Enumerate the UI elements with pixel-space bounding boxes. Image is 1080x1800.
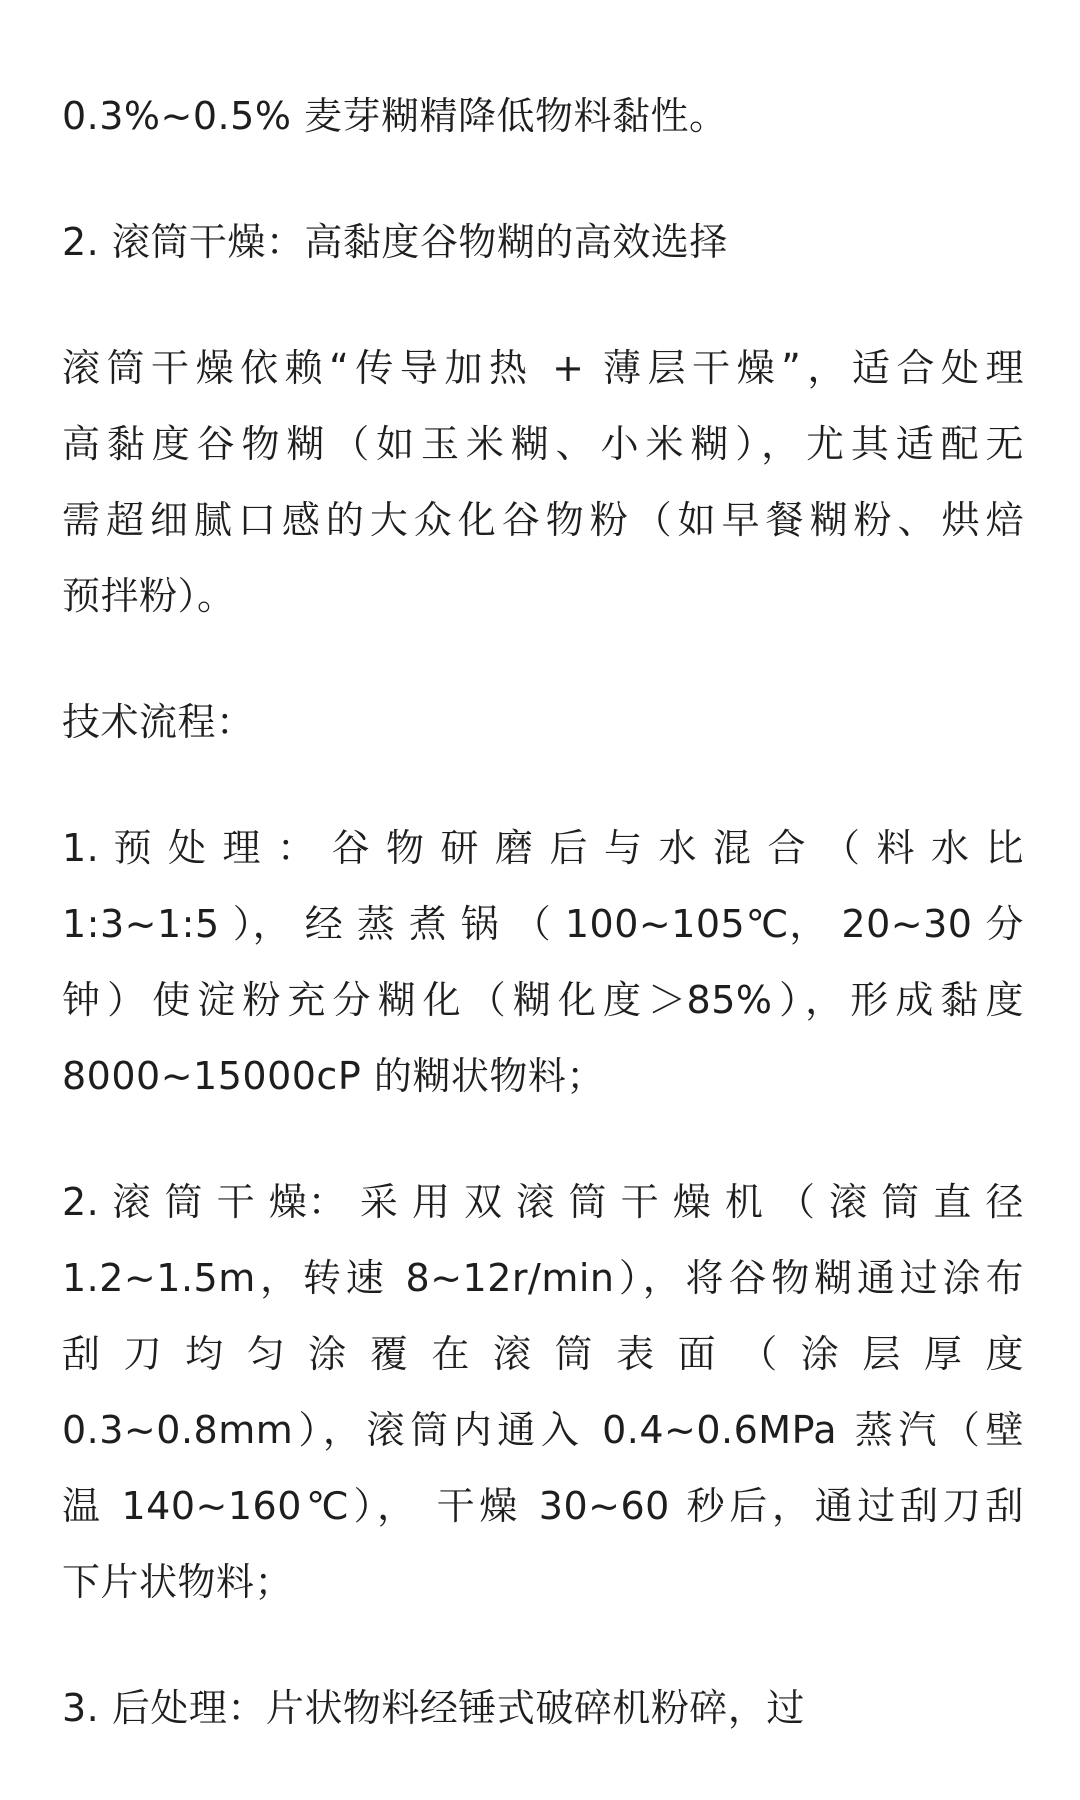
paragraph-maltodextrin — [62, 78, 1024, 154]
text-line: 需超细腻口感的大众化谷物粉（如早餐糊粉、烘焙 — [62, 498, 1024, 542]
step-drum-drying — [62, 1164, 1024, 1620]
text-line: 温 140~160℃）， 干燥 30~60 秒后，通过刮刀刮 — [62, 1484, 1024, 1528]
text-line: 2. 滚筒干燥：高黏度谷物糊的高效选择 — [62, 220, 728, 264]
text-line: 高黏度谷物糊（如玉米糊、小米糊），尤其适配无 — [62, 422, 1024, 466]
text-line: 滚筒干燥依赖“传导加热 + 薄层干燥”，适合处理 — [62, 346, 1024, 390]
text-line: 1. 预 处 理 ： 谷 物 研 磨 后 与 水 混 合 （ 料 水 比 — [62, 826, 1024, 870]
article-body — [62, 78, 1024, 1796]
process-heading — [62, 684, 1024, 760]
text-line: 预拌粉）。 — [62, 574, 236, 618]
text-line: 技术流程： — [62, 700, 255, 744]
text-line: 0.3~0.8mm），滚筒内通入 0.4~0.6MPa 蒸汽（壁 — [62, 1408, 1024, 1452]
text-line: 2. 滚 筒 干 燥： 采 用 双 滚 筒 干 燥 机 （ 滚 筒 直 径 — [62, 1180, 1024, 1224]
text-line: 1:3~1:5 ）， 经 蒸 煮 锅 （ 100~105℃， 20~30 分 — [62, 902, 1024, 946]
text-line: 1.2~1.5m，转速 8~12r/min），将谷物糊通过涂布 — [62, 1256, 1024, 1300]
section-heading-drum-drying — [62, 204, 1024, 280]
text-line: 刮 刀 均 匀 涂 覆 在 滚 筒 表 面 （ 涂 层 厚 度 — [62, 1332, 1024, 1376]
paragraph-drum-drying-intro — [62, 330, 1024, 634]
step-pretreatment — [62, 810, 1024, 1114]
text-line: 0.3%~0.5% 麦芽糊精降低物料黏性。 — [62, 94, 728, 138]
text-line: 3. 后处理：片状物料经锤式破碎机粉碎，过 — [62, 1686, 805, 1730]
text-line: 钟）使淀粉充分糊化（糊化度＞85%），形成黏度 — [62, 978, 1024, 1022]
text-line: 下片状物料； — [62, 1560, 294, 1604]
text-line: 8000~15000cP 的糊状物料； — [62, 1054, 605, 1098]
step-post-treatment — [62, 1670, 1024, 1746]
